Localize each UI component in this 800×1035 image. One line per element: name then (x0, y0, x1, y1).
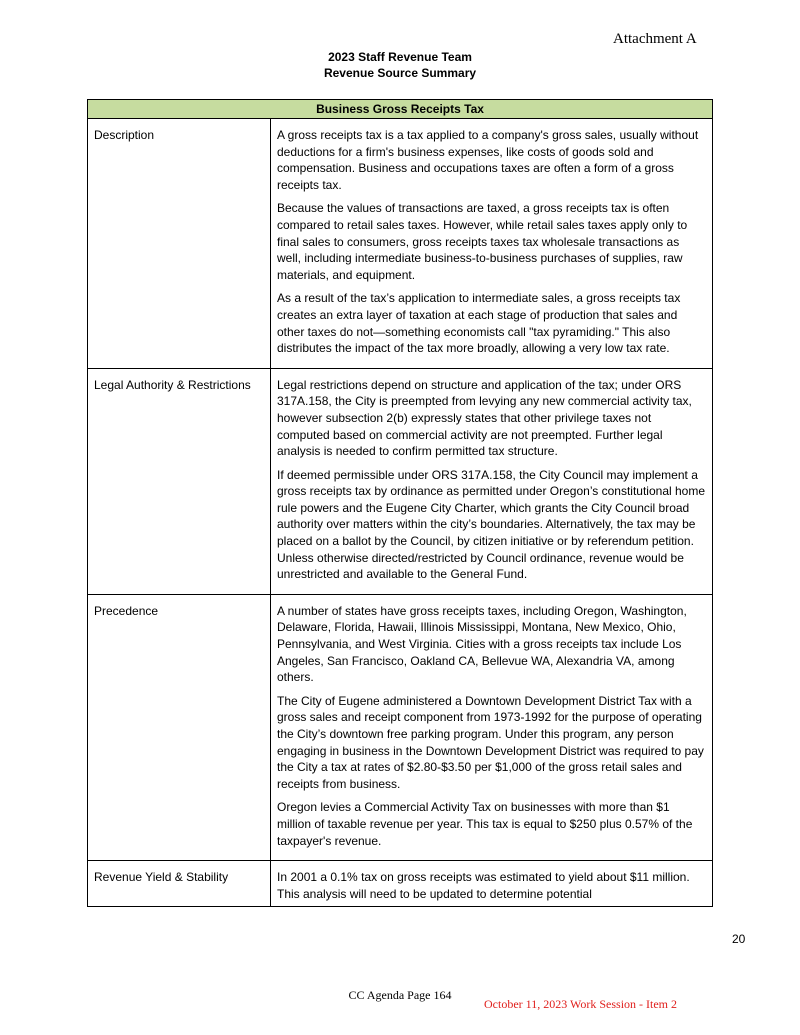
paragraph: Because the values of transactions are taxed, a gross receipts tax is often compared to retail sales taxes. However, while retail sales taxes apply only to final sales to consumers, gross receipts taxes tax wholesale transactions as well, including intermediate business-to-business purchases of supplies, raw materials, and equipment. (277, 201, 688, 282)
paragraph: If deemed permissible under ORS 317A.158, the City Council may implement a gross receipts tax by ordinance as permitted under Oregon’s constitutional home rule powers and the Eugene City Charter, which grants the City Council broad authority over matters within the city’s boundaries. Alternatively, the tax may be placed on a ballot by the Council, by citizen initiative or by referendum petition. Unless otherwise directed/restricted by Council ordinance, revenue would be unrestricted and available to the General Fund. (277, 467, 706, 582)
row-label: Legal Authority & Restrictions (88, 368, 271, 594)
agenda-page-label: CC Agenda Page 164 (348, 988, 452, 1002)
paragraph: A number of states have gross receipts taxes, including Oregon, Washington, Delaware, Florida, Hawaii, Illinois Mississippi, Montana, New Mexico, Ohio, Pennsylvania, and West Virginia. Cities with a gross receipts tax include Los Angeles, San Francisco, Oakland CA, Bellevue WA, Alexandria VA, among others. (277, 603, 687, 685)
paragraph: Oregon levies a Commercial Activity Tax on businesses with more than $1 million of taxable revenue per year. This tax is equal to $250 plus 0.57% of the taxpayer's revenue. (277, 800, 693, 848)
paragraph: In 2001 a 0.1% tax on gross receipts was estimated to yield about $11 million. This analysis will need to be updated to determine potential (277, 870, 690, 901)
revenue-summary-table (87, 99, 713, 907)
page-number: 20 (732, 932, 746, 946)
row-content (271, 861, 713, 907)
work-session-label: October 11, 2023 Work Session - Item 2 (484, 997, 678, 1011)
document-subtitle: Revenue Source Summary (323, 66, 477, 80)
document-title: 2023 Staff Revenue Team (328, 50, 472, 64)
table-row-description (88, 119, 713, 369)
table-row-legal-authority (88, 368, 713, 594)
paragraph: As a result of the tax’s application to intermediate sales, a gross receipts tax creates an extra layer of taxation at each stage of production that sales and other taxes do not—something economists call "tax pyramiding." This also distributes the impact of the tax more broadly, allowing a very low tax rate. (277, 291, 681, 356)
table-row-precedence (88, 594, 713, 860)
paragraph: Legal restrictions depend on structure and application of the tax; under ORS 317A.158, the City is preempted from levying any new commercial activity tax, however subsection 2(b) expressly states that other privilege taxes not computed based on commercial activity are not preempted. Further legal analysis is needed to confirm permitted tax structure. (277, 377, 692, 459)
row-label: Description (88, 119, 271, 369)
paragraph: A gross receipts tax is a tax applied to a company's gross sales, usually without deductions for a firm's business expenses, like costs of goods sold and compensation. Business and occupations taxes are often a form of a gross receipts tax. (277, 128, 699, 192)
row-content (271, 119, 713, 369)
row-content (271, 368, 713, 594)
paragraph: The City of Eugene administered a Downtown Development District Tax with a gross sales and receipt component from 1973-1992 for the purpose of operating the City’s downtown free parking program. Under this program, any person engaging in business in the Downtown Development District was required to pay the City a tax at rates of $2.80-$3.50 per $1,000 of the gross retail sales and receipts from business. (277, 693, 704, 791)
table-header: Business Gross Receipts Tax (88, 100, 713, 119)
row-content (271, 594, 713, 860)
table-row-revenue-yield (88, 861, 713, 907)
row-label: Precedence (88, 594, 271, 860)
attachment-label: Attachment A (613, 31, 697, 47)
row-label: Revenue Yield & Stability (88, 861, 271, 907)
